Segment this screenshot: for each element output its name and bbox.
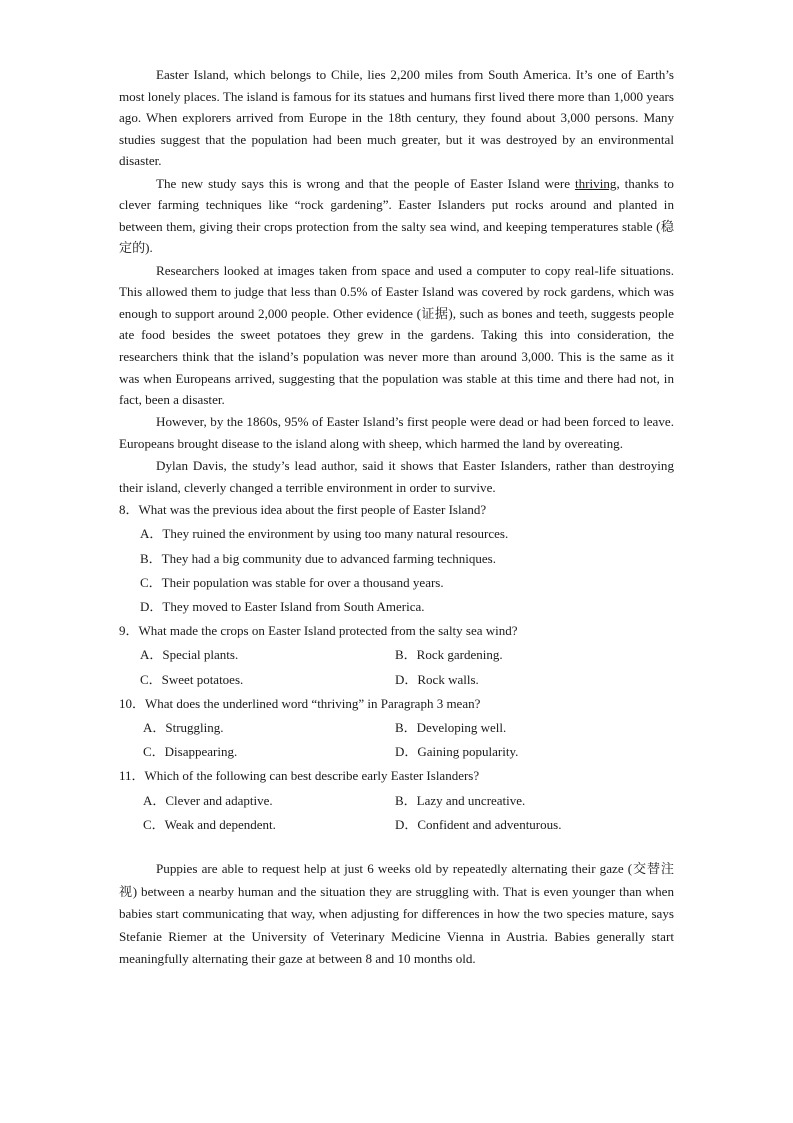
reading-passage-puppies xyxy=(119,858,674,971)
question-11-option-b[interactable]: B．Lazy and uncreative. xyxy=(395,792,526,808)
question-8 xyxy=(119,498,674,619)
paragraph-1: Easter Island, which belongs to Chile, lies 2,200 miles from South America. It’s one of Earth’s most lonely places. The island is famous for its statues and humans first lived there more than 1,000 years ago. When explorers arrived from Europe in the 18th century, they found about 3,000 persons. Many studies suggest that the population had been much greater, but it was destroyed by an environmental disaster. xyxy=(119,67,674,169)
question-8-option-d[interactable]: D．They moved to Easter Island from South America. xyxy=(140,599,425,615)
question-9-option-d[interactable]: D．Rock walls. xyxy=(395,671,479,687)
question-9 xyxy=(119,619,674,692)
paragraph-2-text-end: , thanks to clever farming techniques like “rock gardening”. Easter Islanders put rocks around and planted in between them, giving their crops protection from the salty sea wind, and keeping temperatures stable (稳定的). xyxy=(119,175,674,256)
question-8-option-b[interactable]: B．They had a big community due to advanced farming techniques. xyxy=(140,550,496,566)
question-9-stem: 9．What made the crops on Easter Island protected from the salty sea wind? xyxy=(119,623,518,639)
paragraph-5: Dylan Davis, the study’s lead author, said it shows that Easter Islanders, rather than destroying their island, cleverly changed a terrible environment in order to survive. xyxy=(119,458,674,495)
reading-passage-easter-island xyxy=(119,64,674,498)
question-9-option-a[interactable]: A．Special plants. xyxy=(140,647,239,663)
question-9-options xyxy=(140,643,674,691)
question-8-option-c[interactable]: C．Their population was stable for over a thousand years. xyxy=(140,574,444,590)
question-10-stem: 10．What does the underlined word “thriving” in Paragraph 3 mean? xyxy=(119,695,481,711)
question-10-option-b[interactable]: B．Developing well. xyxy=(395,720,507,736)
paragraph-2 xyxy=(119,173,674,259)
question-11-options xyxy=(143,789,674,837)
question-10-option-a[interactable]: A．Struggling. xyxy=(143,720,224,736)
question-11-option-c[interactable]: C．Weak and dependent. xyxy=(143,816,276,832)
question-8-options xyxy=(140,522,674,619)
paragraph-4: However, by the 1860s, 95% of Easter Island’s first people were dead or had been forced to leave. Europeans brought disease to the island along with sheep, which harmed the land by overeating. xyxy=(119,414,674,451)
question-9-option-c[interactable]: C．Sweet potatoes. xyxy=(140,671,244,687)
document-page xyxy=(119,64,674,971)
question-9-option-b[interactable]: B．Rock gardening. xyxy=(395,647,503,663)
question-11 xyxy=(119,764,674,837)
question-8-option-a[interactable]: A．They ruined the environment by using too many natural resources. xyxy=(140,526,509,542)
question-10-option-c[interactable]: C．Disappearing. xyxy=(143,744,238,760)
paragraph-2-text-start: The new study says this is wrong and that the people of Easter Island were xyxy=(156,175,575,191)
question-list xyxy=(119,498,674,837)
question-10 xyxy=(119,692,674,765)
question-11-option-a[interactable]: A．Clever and adaptive. xyxy=(143,792,273,808)
question-10-option-d[interactable]: D．Gaining popularity. xyxy=(395,744,519,760)
question-11-stem: 11．Which of the following can best describe early Easter Islanders? xyxy=(119,768,480,784)
question-11-option-d[interactable]: D．Confident and adventurous. xyxy=(395,816,562,832)
paragraph-puppies: Puppies are able to request help at just 6 weeks old by repeatedly alternating their gaze (交替注视) between a nearby human and the situation they are struggling with. That is even younger than when babies start communicating that way, when adjusting for differences in how the two species mature, says Stefanie Riemer at the University of Veterinary Medicine Vienna in Austria. Babies generally start meaningfully alternating their gaze at between 8 and 10 months old. xyxy=(119,861,674,967)
underlined-word-thriving: thriving xyxy=(574,175,617,191)
question-10-options xyxy=(143,716,674,764)
paragraph-3: Researchers looked at images taken from space and used a computer to copy real-life situations. This allowed them to judge that less than 0.5% of Easter Island was covered by rock gardens, which was enough to support around 2,000 people. Other evidence (证据), such as bones and teeth, suggests people ate food besides the sweet potatoes they grew in the gardens. Taking this into consideration, the researchers think that the island’s population was never more than around 3,000. This is the same as it was when Europeans arrived, suggesting that the population was stable at this time and there had not, in fact, been a disaster. xyxy=(119,262,674,408)
question-8-stem: 8．What was the previous idea about the first people of Easter Island? xyxy=(119,502,487,518)
